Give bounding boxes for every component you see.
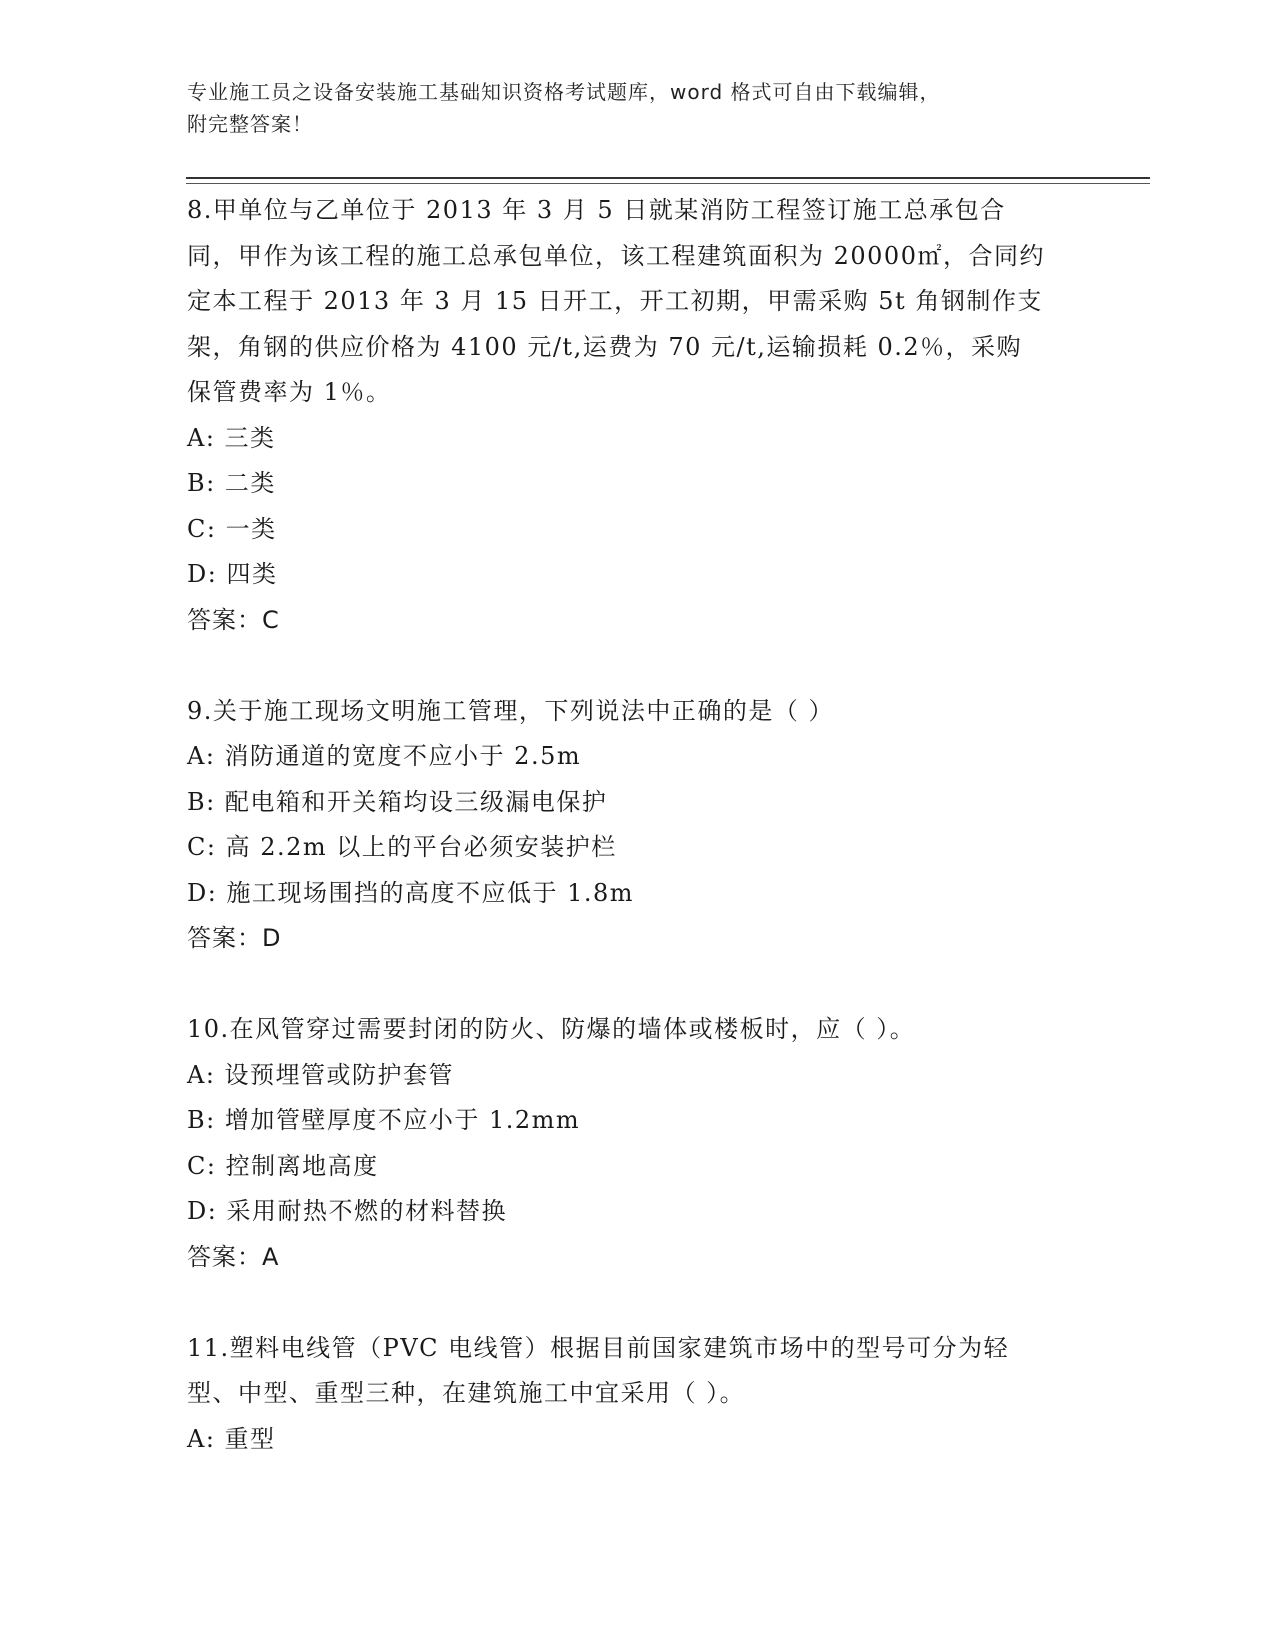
option-a: A: 消防通道的宽度不应小于 2.5m [187, 742, 582, 770]
question-spacer [187, 1280, 1087, 1326]
question-9 [187, 689, 1087, 962]
question-list [187, 188, 1087, 1462]
question-stem: 10.在风管穿过需要封闭的防火、防爆的墙体或楼板时，应（ ）。 [187, 1015, 916, 1043]
option-d: D: 四类 [187, 560, 278, 588]
question-stem: 9.关于施工现场文明施工管理，下列说法中正确的是（ ） [187, 696, 835, 725]
option-b: B: 增加管壁厚度不应小于 1.2mm [187, 1106, 581, 1134]
question-10 [187, 1007, 1087, 1280]
question-spacer [187, 643, 1087, 689]
option-b: B: 二类 [187, 469, 276, 497]
document-header [187, 76, 1087, 140]
header-divider-thin [186, 183, 1150, 184]
option-b: B: 配电箱和开关箱均设三级漏电保护 [187, 787, 608, 816]
question-stem: 8.甲单位与乙单位于 2013 年 3 月 5 日就某消防工程签订施工总承包合同，甲作为该工程的施工总承包单位，该工程建筑面积为 20000㎡，合同约定本工程于 2013 年 3 月 15 日开工，开工初期，甲需采购 5t 角钢制作支架，角钢的供应价格为 4100 元/t,运费为 70 元/t,运输损耗 0.2％，采购保管费率为 1％。 [187, 196, 1045, 406]
question-stem: 11.塑料电线管（PVC 电线管）根据目前国家建筑市场中的型号可分为轻型、中型、重型三种，在建筑施工中宜采用（ ）。 [187, 1333, 1010, 1407]
question-11 [187, 1326, 1087, 1463]
question-8 [187, 188, 1087, 643]
option-c: C: 一类 [187, 514, 277, 543]
answer-label: 答案：A [187, 1242, 280, 1271]
header-line-1: 专业施工员之设备安装施工基础知识资格考试题库，word 格式可自由下载编辑， [187, 80, 941, 104]
option-c: C: 控制离地高度 [187, 1151, 379, 1180]
option-c: C: 高 2.2m 以上的平台必须安装护栏 [187, 833, 617, 861]
option-d: D: 采用耐热不燃的材料替换 [187, 1197, 507, 1225]
header-line-2: 附完整答案！ [187, 112, 313, 136]
option-d: D: 施工现场围挡的高度不应低于 1.8m [187, 878, 635, 907]
option-a: A: 设预埋管或防护套管 [187, 1060, 455, 1089]
question-spacer [187, 962, 1087, 1008]
header-divider-thick [186, 177, 1150, 179]
answer-label: 答案：D [187, 924, 282, 952]
option-a: A: 重型 [187, 1424, 276, 1453]
answer-label: 答案：C [187, 605, 280, 634]
option-a: A: 三类 [187, 423, 276, 452]
